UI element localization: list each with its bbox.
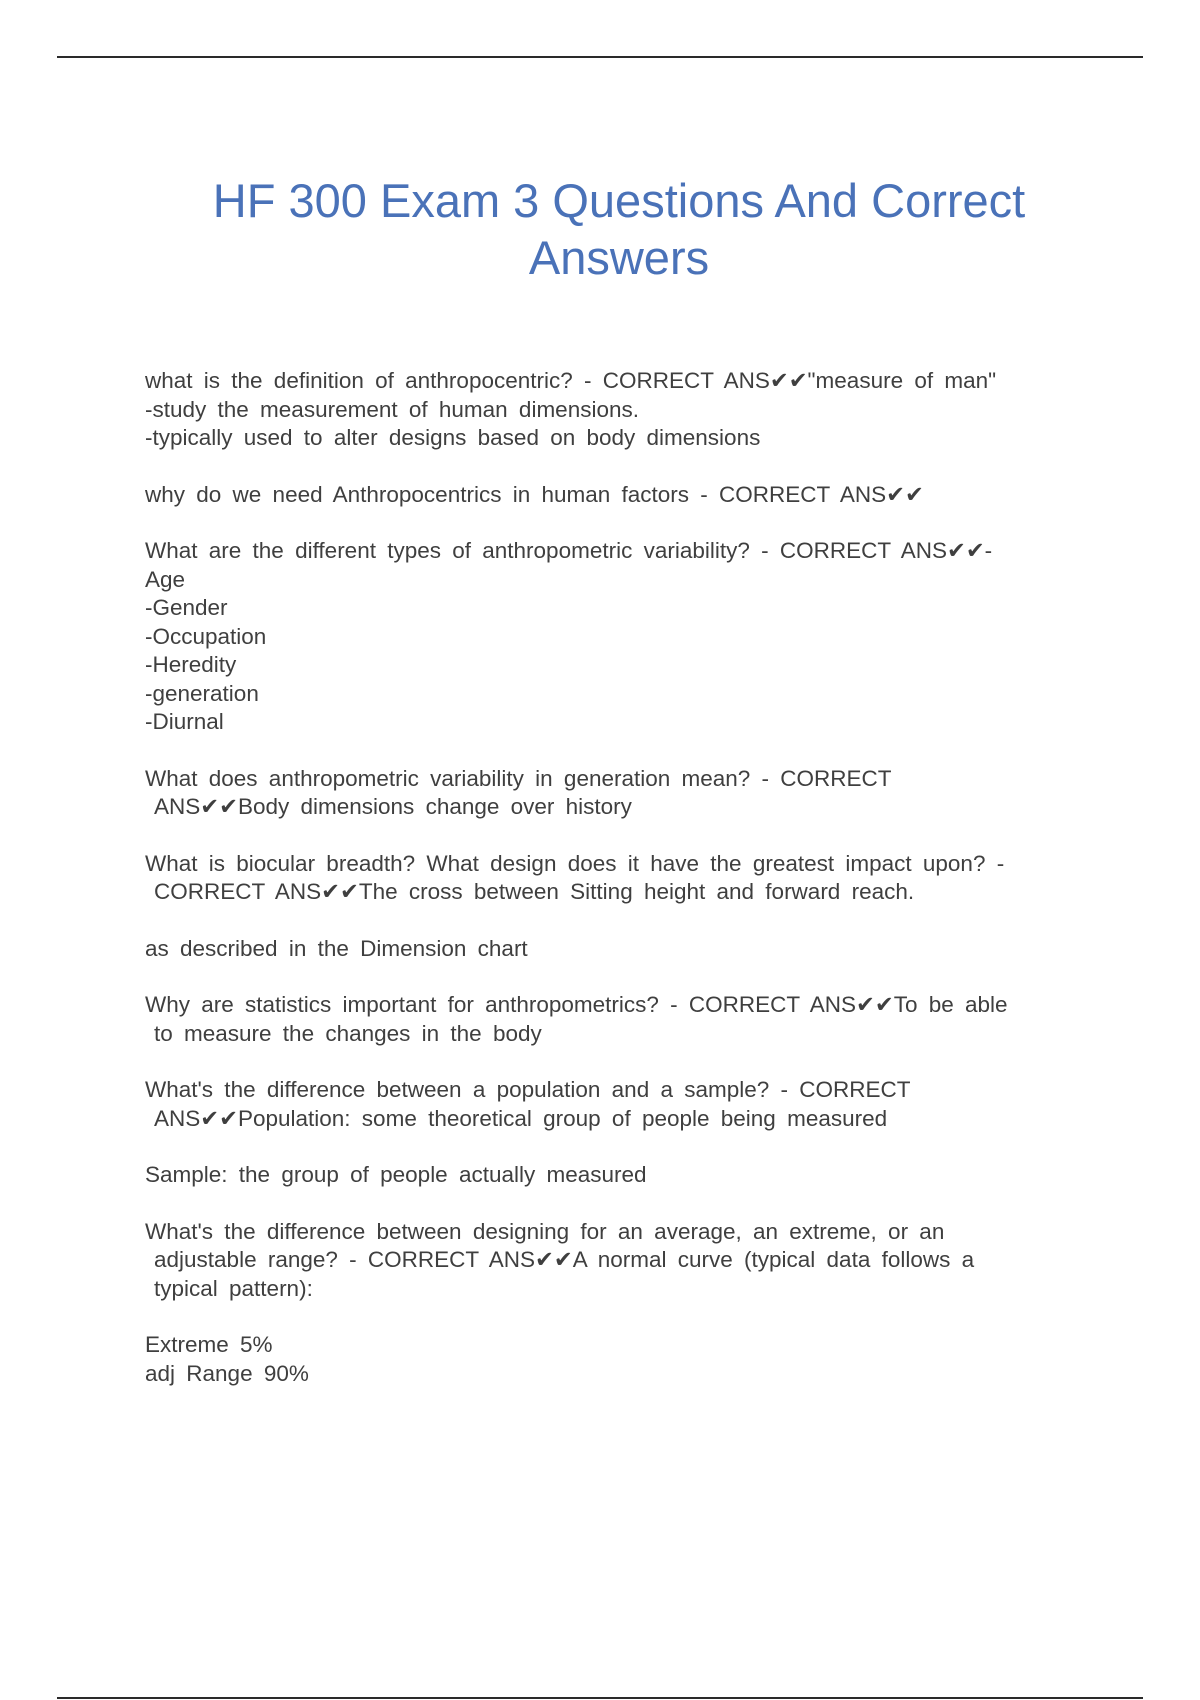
text-line: -Occupation <box>145 623 267 649</box>
text-line: -typically used to alter designs based on body dimensions <box>145 425 761 450</box>
qa-block <box>145 1076 1085 1133</box>
qa-block <box>145 367 1085 453</box>
text-line: CORRECT ANS✔✔The cross between Sitting height and forward reach. <box>154 879 915 904</box>
text-line: What's the difference between a population and a sample? - CORRECT <box>145 1077 911 1102</box>
qa-block <box>145 765 1085 822</box>
text-line: typical pattern): <box>154 1275 313 1301</box>
qa-block <box>145 850 1085 907</box>
text-line: -Diurnal <box>145 709 224 734</box>
text-line: -Gender <box>145 595 228 620</box>
text-line: -generation <box>145 680 259 706</box>
text-line: What are the different types of anthropometric variability? - CORRECT ANS✔✔- <box>145 538 993 563</box>
text-line: ANS✔✔Population: some theoretical group of people being measured <box>154 1105 888 1131</box>
text-line: Age <box>145 566 186 592</box>
text-line: Sample: the group of people actually measured <box>145 1162 647 1187</box>
qa-block <box>145 1218 1085 1304</box>
text-line: Extreme 5% <box>145 1332 273 1357</box>
qa-block <box>145 991 1085 1048</box>
text-line: what is the definition of anthropocentric? - CORRECT ANS✔✔"measure of man" <box>145 368 997 393</box>
text-line: ANS✔✔Body dimensions change over history <box>154 794 632 819</box>
qa-block <box>145 481 1085 510</box>
text-line: adj Range 90% <box>145 1360 309 1386</box>
title-line-2: Answers <box>528 231 710 284</box>
text-line: why do we need Anthropocentrics in human factors - CORRECT ANS✔✔ <box>145 481 924 507</box>
text-line: -Heredity <box>145 652 237 677</box>
qa-block <box>145 537 1085 737</box>
text-line: What's the difference between designing for an average, an extreme, or an <box>145 1218 945 1244</box>
header-rule <box>57 56 1143 58</box>
text-line: to measure the changes in the body <box>154 1020 542 1046</box>
qa-content <box>145 367 1085 1388</box>
text-line: as described in the Dimension chart <box>145 935 528 961</box>
text-line: adjustable range? - CORRECT ANS✔✔A normal curve (typical data follows a <box>154 1247 975 1272</box>
text-line: -study the measurement of human dimensions. <box>145 396 639 422</box>
document-title <box>0 172 1200 286</box>
text-line: What does anthropometric variability in generation mean? - CORRECT <box>145 765 892 791</box>
qa-block <box>145 1331 1085 1388</box>
qa-block <box>145 935 1085 964</box>
qa-block <box>145 1161 1085 1190</box>
footer-rule <box>57 1697 1143 1699</box>
text-line: Why are statistics important for anthropometrics? - CORRECT ANS✔✔To be able <box>145 992 1008 1017</box>
text-line: What is biocular breadth? What design does it have the greatest impact upon? - <box>145 850 1005 876</box>
title-line-1: HF 300 Exam 3 Questions And Correct <box>212 174 1026 227</box>
